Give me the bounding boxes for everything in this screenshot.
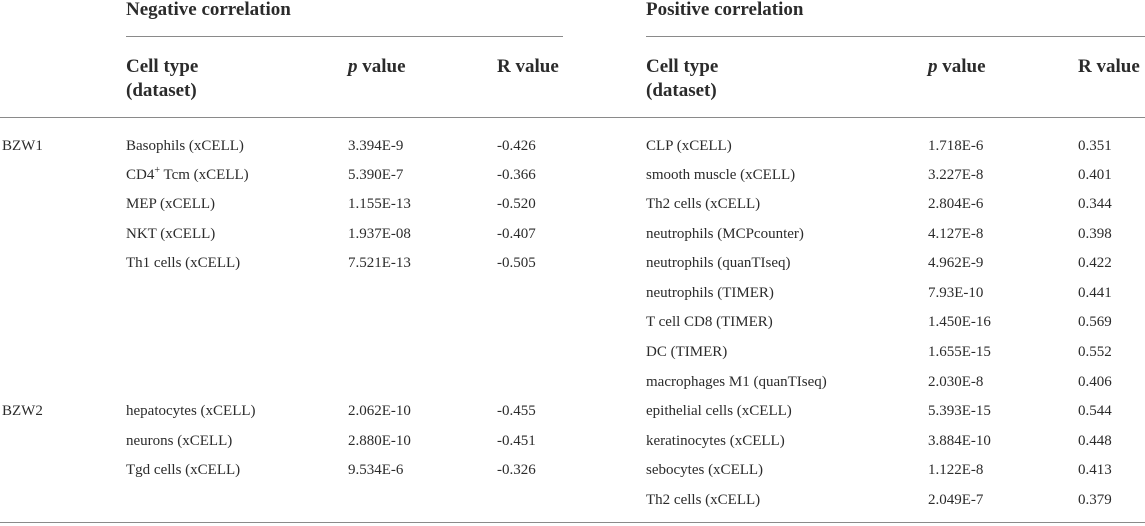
pos-r-value: 0.401: [1078, 167, 1112, 183]
pos-cell-type: Th2 cells (xCELL): [646, 492, 761, 508]
pos-r-value: 0.351: [1078, 138, 1112, 154]
neg-cell-type: Th1 cells (xCELL): [126, 255, 241, 271]
col-header-cell-type-positive: [646, 55, 718, 103]
cell-text: Tcm (xCELL): [159, 167, 249, 183]
pos-p-value: 5.393E-15: [928, 403, 991, 419]
pos-cell-type: epithelial cells (xCELL): [646, 403, 792, 419]
p-rest: value: [357, 56, 406, 77]
neg-p-value: 3.394E-9: [348, 138, 404, 154]
col-header-p-value-positive: [928, 55, 986, 79]
gene-label: BZW2: [2, 403, 43, 419]
pos-r-value: 0.406: [1078, 374, 1112, 390]
p-symbol: p: [348, 56, 358, 77]
pos-p-value: 4.127E-8: [928, 226, 984, 242]
neg-p-value: 2.880E-10: [348, 433, 411, 449]
neg-r-value: -0.407: [497, 226, 536, 242]
pos-cell-type: smooth muscle (xCELL): [646, 167, 796, 183]
col-header-r-value-negative: R value: [497, 56, 559, 77]
p-symbol: p: [928, 56, 938, 77]
pos-r-value: 0.344: [1078, 196, 1112, 212]
superscript-plus: +: [154, 165, 160, 176]
pos-r-value: 0.422: [1078, 255, 1112, 271]
col-header-cell-type-negative: [126, 55, 198, 103]
gene-label: BZW1: [2, 138, 43, 154]
neg-cell-type: NKT (xCELL): [126, 226, 216, 242]
pos-p-value: 1.655E-15: [928, 344, 991, 360]
pos-cell-type: neutrophils (TIMER): [646, 285, 774, 301]
neg-r-value: -0.505: [497, 255, 536, 271]
neg-r-value: -0.451: [497, 433, 536, 449]
neg-p-value: 2.062E-10: [348, 403, 411, 419]
header-rule: [0, 117, 1145, 118]
col-header-line2: (dataset): [126, 80, 197, 101]
neg-p-value: 9.534E-6: [348, 462, 404, 478]
group-rule-positive: [646, 36, 1145, 37]
neg-p-value: 5.390E-7: [348, 167, 404, 183]
pos-p-value: 2.049E-7: [928, 492, 984, 508]
pos-p-value: 1.718E-6: [928, 138, 984, 154]
pos-cell-type: CLP (xCELL): [646, 138, 732, 154]
neg-cell-type: [126, 165, 249, 185]
neg-cell-type: Tgd cells (xCELL): [126, 462, 241, 478]
neg-r-value: -0.426: [497, 138, 536, 154]
pos-r-value: 0.398: [1078, 226, 1112, 242]
pos-cell-type: neutrophils (MCPcounter): [646, 226, 804, 242]
col-header-r-value-positive: R value: [1078, 56, 1140, 77]
pos-r-value: 0.448: [1078, 433, 1112, 449]
neg-r-value: -0.520: [497, 196, 536, 212]
neg-cell-type: hepatocytes (xCELL): [126, 403, 256, 419]
cell-text: CD4: [126, 167, 155, 183]
group-header-negative: Negative correlation: [126, 0, 291, 20]
group-header-positive: Positive correlation: [646, 0, 804, 20]
neg-r-value: -0.455: [497, 403, 536, 419]
neg-p-value: 1.155E-13: [348, 196, 411, 212]
pos-cell-type: neutrophils (quanTIseq): [646, 255, 791, 271]
pos-cell-type: Th2 cells (xCELL): [646, 196, 761, 212]
col-header-line2: (dataset): [646, 80, 717, 101]
col-header-p-value-negative: [348, 55, 406, 79]
pos-r-value: 0.413: [1078, 462, 1112, 478]
bottom-rule: [0, 522, 1145, 523]
group-rule-negative: [126, 36, 563, 37]
pos-r-value: 0.441: [1078, 285, 1112, 301]
pos-r-value: 0.544: [1078, 403, 1112, 419]
pos-p-value: 1.450E-16: [928, 314, 991, 330]
pos-cell-type: keratinocytes (xCELL): [646, 433, 785, 449]
pos-p-value: 1.122E-8: [928, 462, 984, 478]
neg-cell-type: MEP (xCELL): [126, 196, 216, 212]
pos-cell-type: sebocytes (xCELL): [646, 462, 764, 478]
col-header-line1: Cell type: [126, 56, 199, 77]
pos-r-value: 0.569: [1078, 314, 1112, 330]
pos-p-value: 4.962E-9: [928, 255, 984, 271]
pos-r-value: 0.379: [1078, 492, 1112, 508]
pos-p-value: 7.93E-10: [928, 285, 984, 301]
pos-p-value: 3.227E-8: [928, 167, 984, 183]
neg-cell-type: Basophils (xCELL): [126, 138, 244, 154]
pos-cell-type: DC (TIMER): [646, 344, 728, 360]
pos-p-value: 2.804E-6: [928, 196, 984, 212]
p-rest: value: [937, 56, 986, 77]
col-header-line1: Cell type: [646, 56, 719, 77]
pos-p-value: 2.030E-8: [928, 374, 984, 390]
neg-p-value: 1.937E-08: [348, 226, 411, 242]
pos-cell-type: T cell CD8 (TIMER): [646, 314, 773, 330]
neg-r-value: -0.366: [497, 167, 536, 183]
pos-p-value: 3.884E-10: [928, 433, 991, 449]
neg-p-value: 7.521E-13: [348, 255, 411, 271]
pos-cell-type: macrophages M1 (quanTIseq): [646, 374, 827, 390]
neg-cell-type: neurons (xCELL): [126, 433, 233, 449]
neg-r-value: -0.326: [497, 462, 536, 478]
pos-r-value: 0.552: [1078, 344, 1112, 360]
